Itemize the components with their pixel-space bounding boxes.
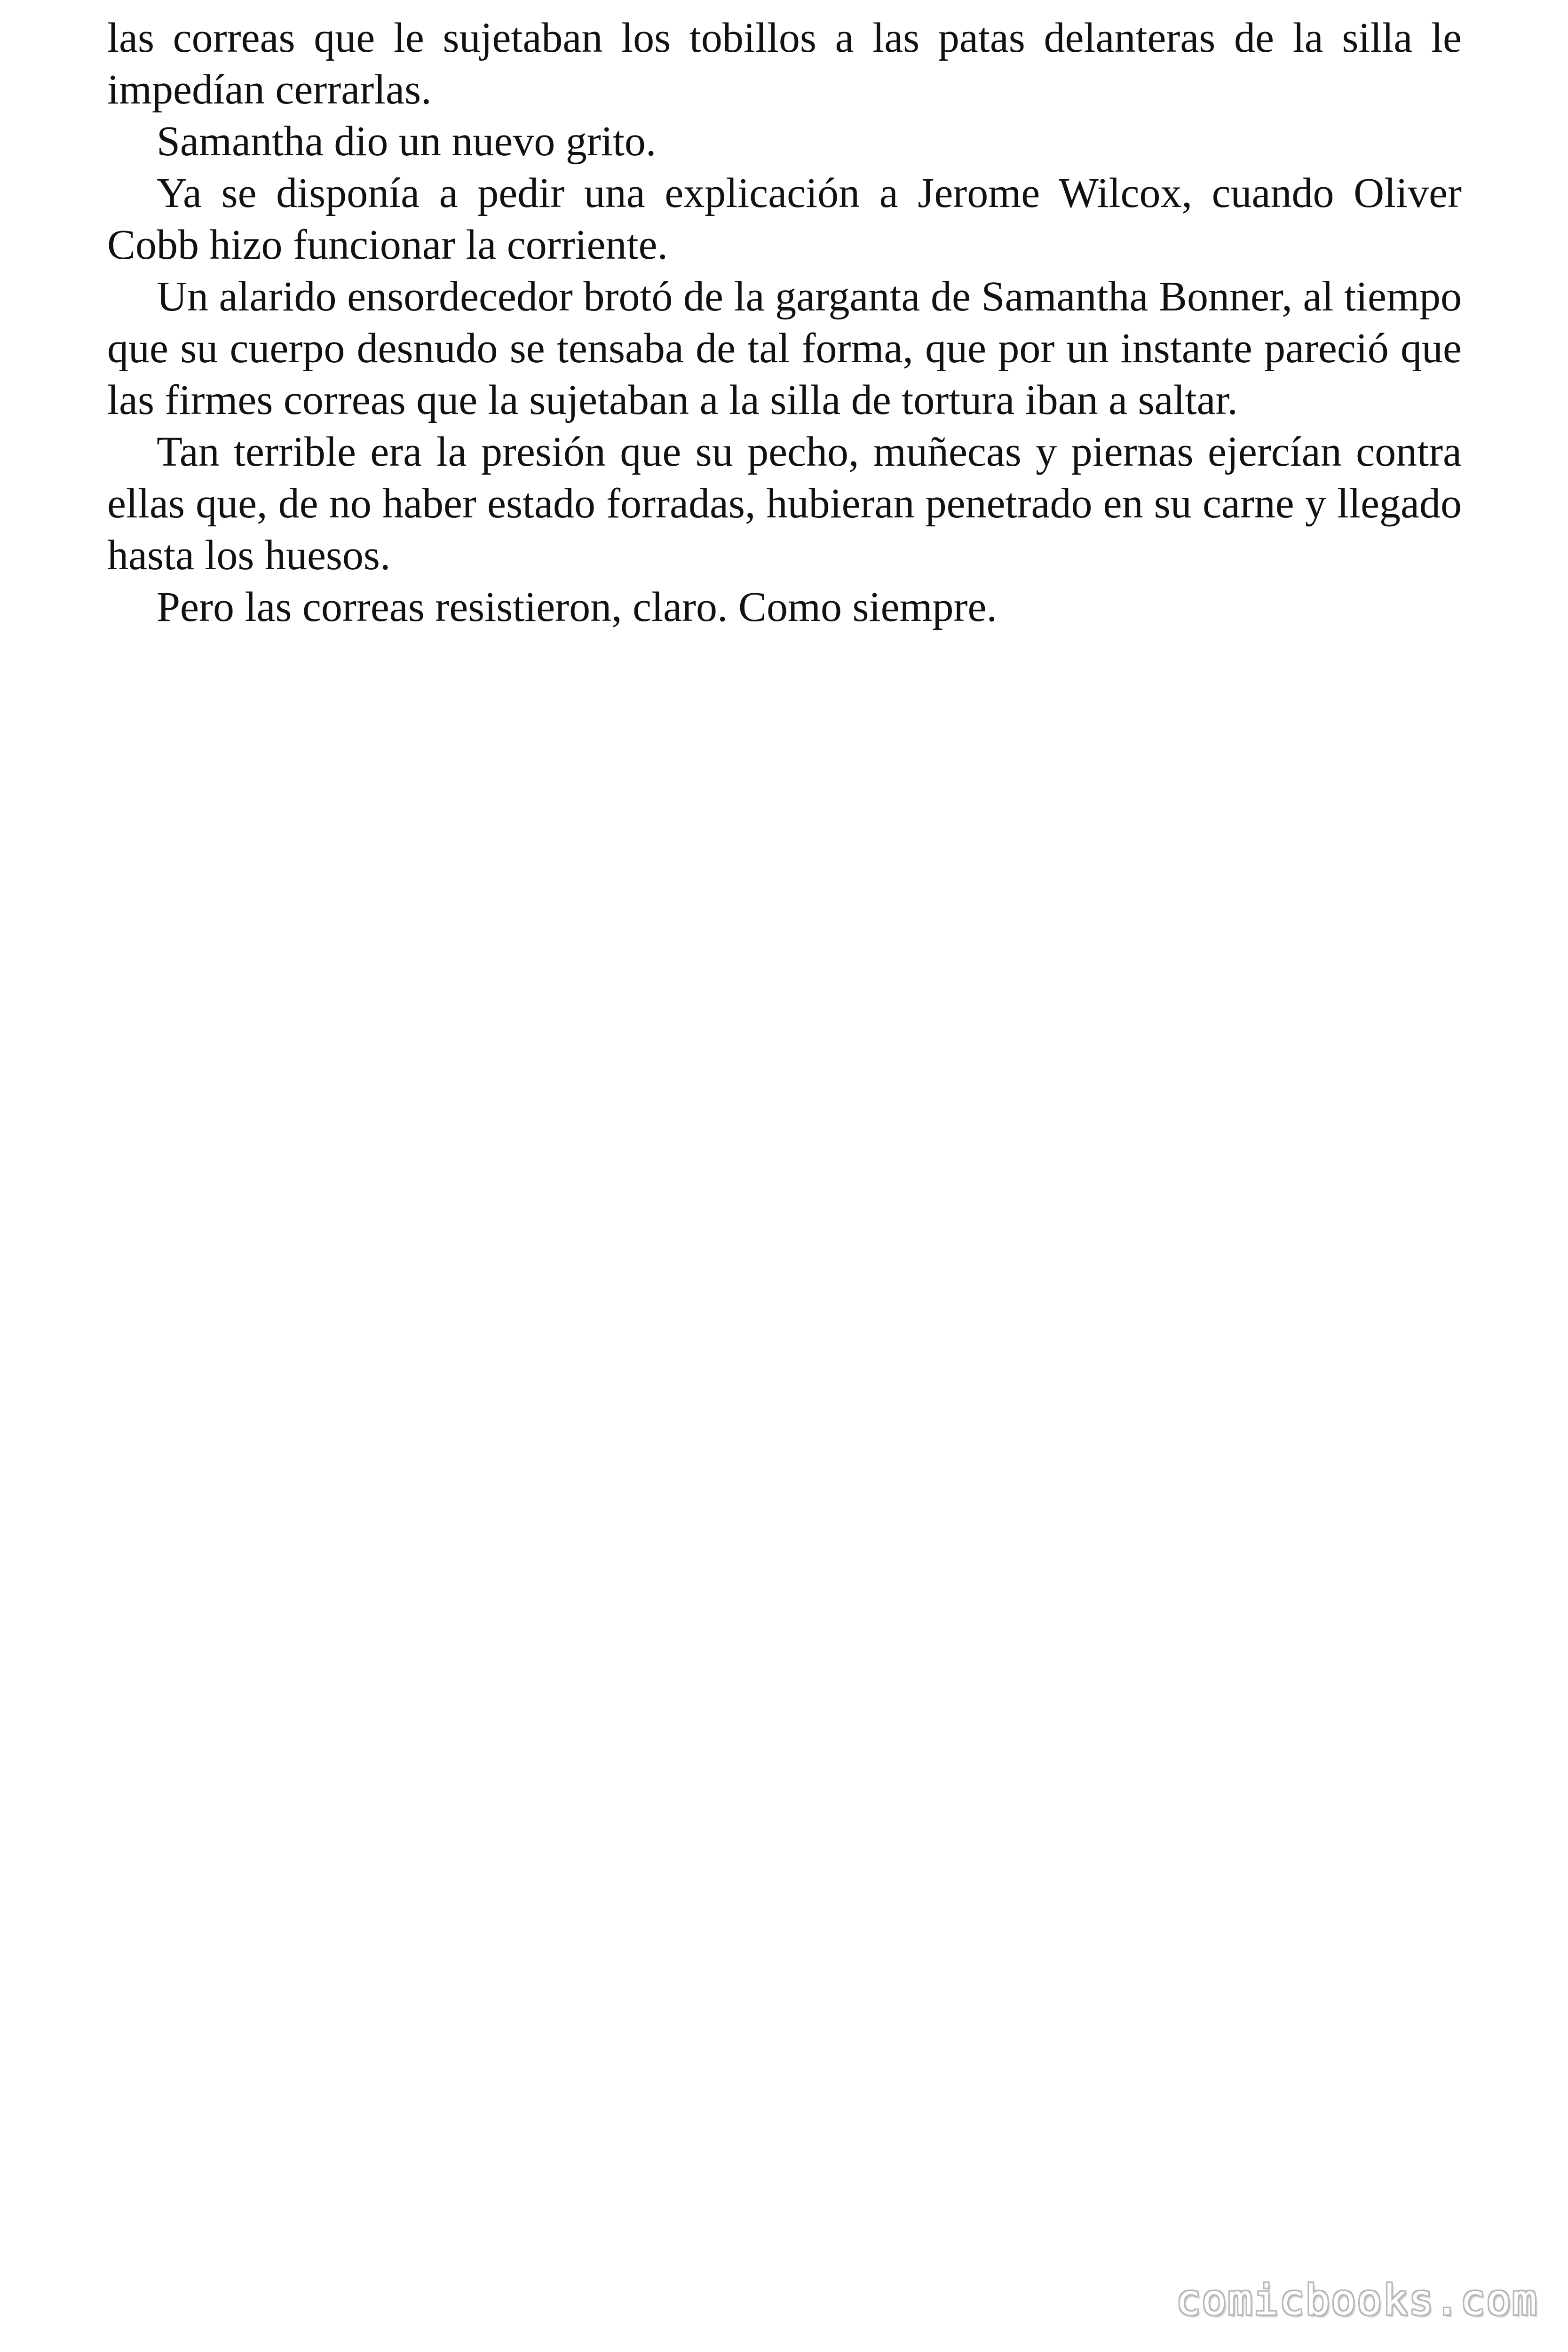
paragraph: Tan terrible era la presión que su pecho, muñecas y piernas ejercían contra ellas que, de no haber estado forradas, hubieran penetrado en su carne y llegado hasta los huesos. — [107, 429, 1462, 579]
paragraph: Pero las correas resistieron, claro. Como siempre. — [157, 584, 997, 630]
paragraph: Un alarido ensordecedor brotó de la garganta de Samantha Bonner, al tiempo que su cuerpo desnudo se tensaba de tal forma, que por un instante pareció que las firmes correas que la sujetaban a la silla de tortura iban a saltar. — [107, 273, 1462, 423]
page-body-text — [107, 12, 1462, 633]
paragraph: Samantha dio un nuevo grito. — [157, 118, 657, 165]
paragraph-continued: las correas que le sujetaban los tobillos a las patas delanteras de la silla le impedían cerrarlas. — [107, 15, 1462, 113]
watermark-text: comicbooks.com — [1176, 2276, 1538, 2324]
paragraph: Ya se disponía a pedir una explicación a Jerome Wilcox, cuando Oliver Cobb hizo funcionar la corriente. — [107, 170, 1462, 268]
